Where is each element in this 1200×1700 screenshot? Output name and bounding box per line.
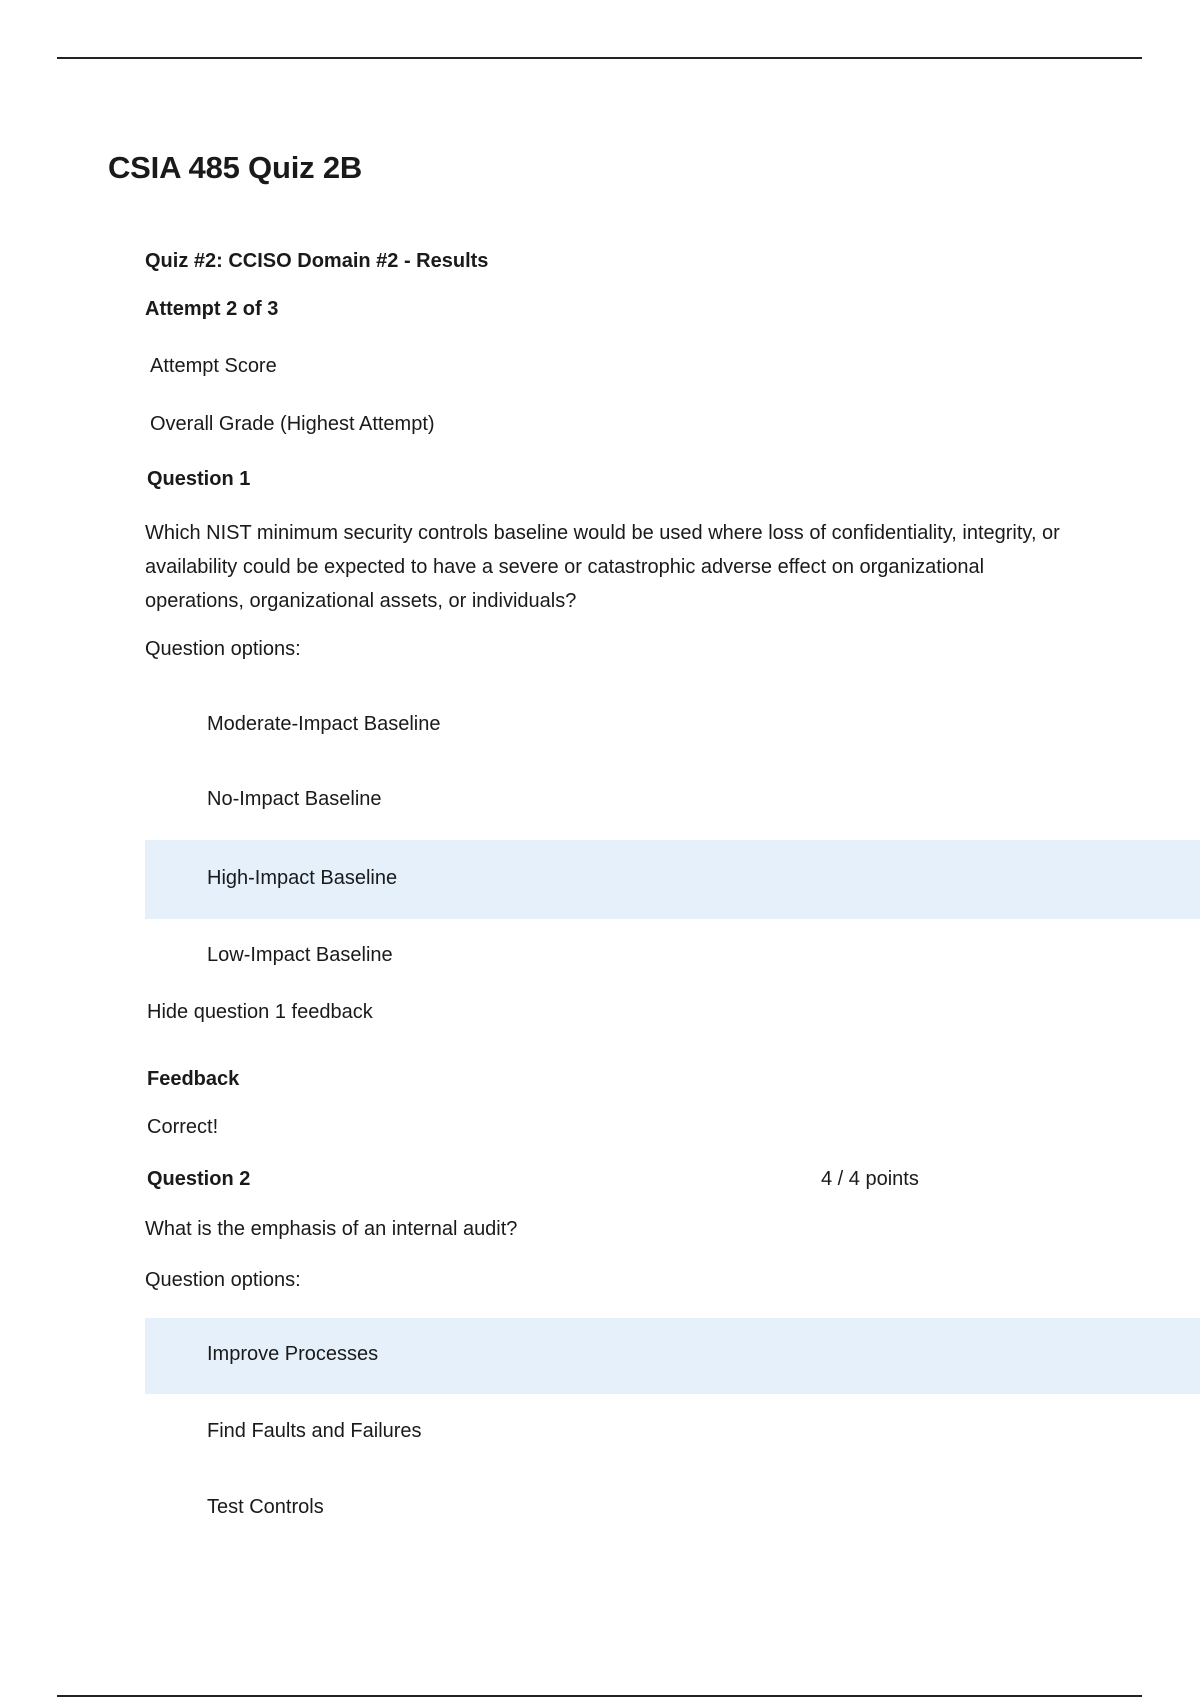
question-2-points: 4 / 4 points: [821, 1168, 919, 1190]
quiz-heading: Quiz #2: CCISO Domain #2 - Results: [145, 250, 489, 272]
attempt-score-label: Attempt Score: [150, 355, 277, 377]
question-2-option-selected[interactable]: [145, 1318, 1200, 1394]
feedback-text: Correct!: [147, 1116, 219, 1138]
question-2-option[interactable]: [145, 1397, 1200, 1469]
question-2-text: What is the emphasis of an internal audit?: [145, 1218, 518, 1240]
bottom-rule: [57, 1695, 1142, 1697]
question-1-text: Which NIST minimum security controls baseline would be used where loss of confidentiality, integrity, or availability could be expected to have a severe or catastrophic adverse effect on organizational operations, organizational assets, or individuals?: [145, 522, 1060, 612]
hide-feedback-link[interactable]: Hide question 1 feedback: [147, 1001, 373, 1023]
feedback-heading: Feedback: [147, 1068, 240, 1090]
question-1-option[interactable]: [145, 765, 1200, 837]
question-1-option-selected[interactable]: [145, 840, 1200, 919]
top-rule: [57, 57, 1142, 59]
question-1-option[interactable]: [145, 690, 1200, 762]
question-1-option[interactable]: [145, 921, 1200, 991]
option-label: Find Faults and Failures: [207, 1420, 422, 1442]
option-label: Low-Impact Baseline: [207, 944, 393, 966]
page-title: CSIA 485 Quiz 2B: [108, 150, 363, 185]
question-2-option[interactable]: [145, 1472, 1200, 1546]
option-label: Improve Processes: [207, 1343, 379, 1365]
attempt-count: Attempt 2 of 3: [145, 298, 279, 320]
option-label: No-Impact Baseline: [207, 788, 382, 810]
overall-grade-label: Overall Grade (Highest Attempt): [150, 413, 435, 435]
option-label: Test Controls: [207, 1496, 324, 1518]
question-2-heading: Question 2: [147, 1168, 251, 1190]
question-2-options-label: Question options:: [145, 1269, 301, 1291]
question-1-heading: Question 1: [147, 468, 251, 490]
option-label: Moderate-Impact Baseline: [207, 713, 441, 735]
question-1-options-label: Question options:: [145, 638, 301, 660]
option-label: High-Impact Baseline: [207, 867, 398, 889]
